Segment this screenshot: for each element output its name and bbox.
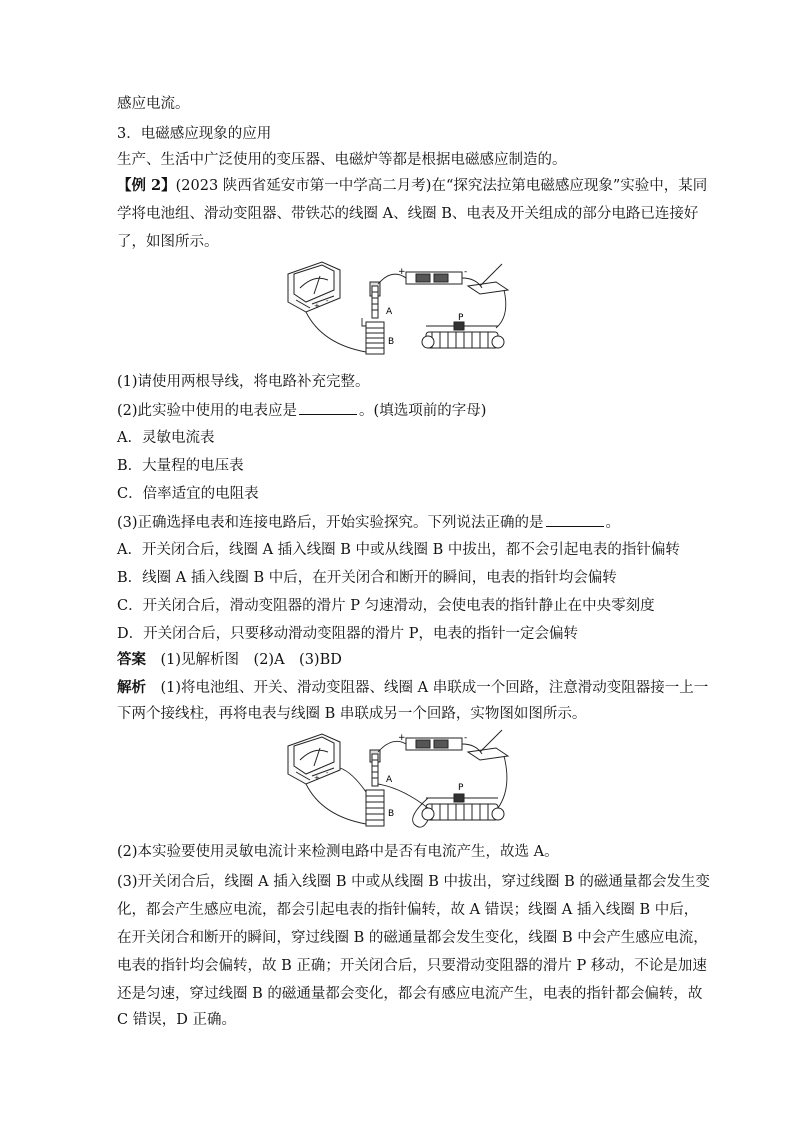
coil-b-icon bbox=[366, 790, 384, 826]
coil-b-icon bbox=[366, 322, 384, 354]
circuit-figure-complete bbox=[282, 728, 522, 838]
analysis-line-9: C 错误，D 正确。 bbox=[117, 1012, 236, 1028]
answer-blank-2[interactable] bbox=[299, 400, 357, 415]
battery-plus: + bbox=[398, 733, 406, 743]
question-2-suffix: 。(填选项前的字母) bbox=[359, 403, 487, 419]
example-text: (2023 陕西省延安市第一中学高二月考)在“探究法拉第电磁感应现象”实验中，某同 bbox=[175, 178, 708, 194]
coil-a-icon bbox=[370, 282, 380, 318]
analysis-line-8: 还是匀速，穿过线圈 B 的磁通量都会变化，都会有感应电流产生，电表的指针都会偏转，故 bbox=[117, 986, 703, 1002]
meter-plus: + bbox=[314, 774, 320, 782]
question-3-text: (3)正确选择电表和连接电路后，开始实验探究。下列说法正确的是 bbox=[117, 515, 544, 531]
circuit-figure-incomplete bbox=[282, 256, 522, 366]
coil-b-label: B bbox=[388, 809, 395, 819]
question-2-option-c: C．倍率适宜的电阻表 bbox=[117, 486, 259, 502]
analysis-line-1 bbox=[117, 678, 708, 698]
question-3-option-b: B．线圈 A 插入线圈 B 中后，在开关闭合和断开的瞬间，电表的指针均会偏转 bbox=[117, 570, 617, 586]
switch-icon bbox=[468, 730, 508, 760]
question-3-option-a: A．开关闭合后，线圈 A 插入线圈 B 中或从线圈 B 中拔出，都不会引起电表的指针偏转 bbox=[117, 542, 680, 558]
coil-a-label: A bbox=[386, 307, 393, 317]
battery-icon bbox=[406, 738, 462, 750]
coil-a-icon bbox=[370, 750, 380, 786]
battery-minus: - bbox=[464, 733, 468, 743]
switch-icon bbox=[468, 264, 508, 294]
question-1: (1)请使用两根导线，将电路补充完整。 bbox=[117, 374, 370, 390]
analysis-label: 解析 bbox=[117, 679, 146, 696]
analysis-text-1: (1)将电池组、开关、滑动变阻器、线圈 A 串联成一个回路，注意滑动变阻器接一上一 bbox=[160, 680, 709, 696]
answer-text: (1)见解析图 (2)A (3)BD bbox=[160, 652, 342, 668]
rheostat-icon bbox=[422, 794, 504, 820]
question-2 bbox=[117, 400, 486, 421]
intro-line-2: 生产、生活中广泛使用的变压器、电磁炉等都是根据电磁感应制造的。 bbox=[117, 152, 567, 168]
section-title: 3．电磁感应现象的应用 bbox=[117, 126, 272, 142]
intro-line-1: 感应电流。 bbox=[117, 96, 190, 112]
slider-label: P bbox=[458, 783, 464, 793]
analysis-line-5: 化，都会产生感应电流，都会引起电表的指针偏转，故 A 错误；线圈 A 插入线圈 B 中后， bbox=[117, 902, 699, 918]
question-3-option-d: D．开关闭合后，只要移动滑动变阻器的滑片 P，电表的指针一定会偏转 bbox=[117, 626, 578, 642]
meter-plus: + bbox=[314, 302, 320, 310]
slider-label: P bbox=[458, 313, 464, 323]
question-2-text: (2)此实验中使用的电表应是 bbox=[117, 403, 298, 419]
analysis-line-7: 电表的指针均会偏转，故 B 正确；开关闭合后，只要滑动变阻器的滑片 P 移动，不论是加速 bbox=[117, 958, 707, 974]
rheostat-icon bbox=[422, 322, 504, 348]
example-tag: 【例 2】 bbox=[117, 177, 176, 194]
question-3-option-c: C．开关闭合后，滑动变阻器的滑片 P 匀速滑动，会使电表的指针静止在中央零刻度 bbox=[117, 598, 655, 614]
analysis-line-2: 下两个接线柱，再将电表与线圈 B 串联成另一个回路，实物图如图所示。 bbox=[117, 706, 587, 722]
question-2-option-b: B．大量程的电压表 bbox=[117, 458, 244, 474]
battery-plus: + bbox=[398, 267, 406, 277]
answer-line bbox=[117, 650, 342, 670]
example-line-1 bbox=[117, 176, 707, 196]
answer-label: 答案 bbox=[117, 651, 146, 668]
question-3-suffix: 。 bbox=[605, 515, 621, 531]
example-line-3: 了，如图所示。 bbox=[117, 234, 219, 250]
meter-minus: - bbox=[326, 769, 329, 777]
question-2-option-a: A．灵敏电流表 bbox=[117, 430, 215, 446]
answer-blank-3[interactable] bbox=[546, 512, 604, 527]
analysis-line-3: (2)本实验要使用灵敏电流计来检测电路中是否有电流产生，故选 A。 bbox=[117, 844, 559, 860]
coil-b-label: B bbox=[388, 337, 395, 347]
analysis-line-4: (3)开关闭合后，线圈 A 插入线圈 B 中或从线圈 B 中拔出，穿过线圈 B 的磁通量都会发生变 bbox=[117, 874, 710, 890]
question-3 bbox=[117, 512, 620, 533]
battery-minus: - bbox=[464, 267, 468, 277]
analysis-line-6: 在开关闭合和断开的瞬间，穿过线圈 B 的磁通量都会发生变化，线圈 B 中会产生感应电流， bbox=[117, 930, 708, 946]
meter-minus: - bbox=[326, 297, 329, 305]
coil-a-label: A bbox=[386, 775, 393, 785]
battery-icon bbox=[406, 272, 462, 284]
example-line-2: 学将电池组、滑动变阻器、带铁芯的线圈 A、线圈 B、电表及开关组成的部分电路已连接好 bbox=[117, 206, 699, 222]
